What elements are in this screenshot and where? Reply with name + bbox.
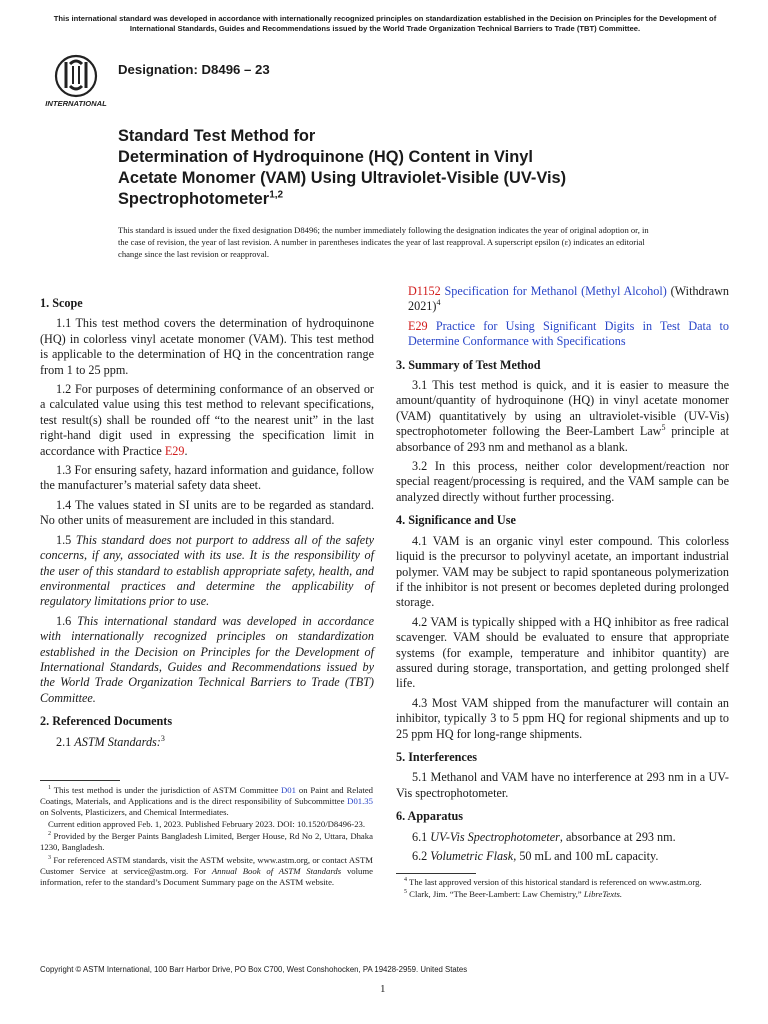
top-notice: This international standard was developed in accordance with internationally recognized principles on standardization established in the Decision on Principles for the Development of International Standards, Guides and Recommendations issued by the World Trade Organization Technical Barriers to Trade (TBT) Committee. (53, 14, 717, 33)
page-number: 1 (380, 983, 386, 995)
ref-code-e29[interactable]: E29 (408, 318, 428, 333)
svg-text:INTERNATIONAL: INTERNATIONAL (45, 99, 107, 108)
section-heading-referenced: 2. Referenced Documents (40, 714, 173, 729)
document-title (118, 126, 678, 210)
footnote-rule-left (40, 780, 120, 781)
footnote-rule-right (396, 873, 476, 874)
section-heading-apparatus: 6. Apparatus (396, 809, 464, 824)
title-footnote-mark: 1,2 (269, 189, 284, 201)
significance-4-3: 4.3 Most VAM shipped from the manufacturer will contain an inhibitor, typically 3 to 5 ppm HQ for regional shipments and up to 25 ppm HQ for long-range shipments. (396, 695, 729, 741)
summary-3-1: 3.1 This test method is quick, and it is easier to measure the amount/quantity of hydroquinone (HQ) in vinyl acetate monomer (VAM) quantitatively by using an ultraviolet-visible (UV-Vis) spectrophotometer following the Beer-Lambert Law$^5$ principle at absorbance of 293 nm and methanol as a blank. (396, 378, 729, 454)
referenced-2-1: 2.1 ASTM Standards:$^3$ (56, 733, 165, 749)
footnote-1-edition: Current edition approved Feb. 1, 2023. Published February 2023. DOI: 10.1520/D8496-23. (48, 819, 366, 830)
title-line-2: Determination of Hydroquinone (HQ) Content in Vinyl (118, 148, 533, 166)
issued-note: This standard is issued under the fixed designation D8496; the number immediately following the designation indicates the year of original adoption or, in the case of revision, the year of last revision. A number in parentheses indicates the year of last reapproval. A superscript epsilon (ε) indicates an editorial change since the last revision or reapproval. (118, 225, 649, 259)
ref-title-e29[interactable]: Practice for Using Significant Digits in Test Data to Determine Conformance with Specifications (408, 318, 730, 349)
scope-1-4: 1.4 The values stated in SI units are to be regarded as standard. No other units of measurement are included in this standard. (40, 497, 374, 528)
left-column (40, 288, 374, 754)
apparatus-6-1: 6.1 UV-Vis Spectrophotometer, absorbance at 293 nm. (412, 829, 676, 844)
ref-item-e29 (408, 319, 729, 350)
designation: Designation: D8496 – 23 (118, 62, 270, 77)
scope-1-2: 1.2 For purposes of determining conformance of an observed or a calculated value using this test method to relevant specifications, test result(s) shall be rounded off “to the nearest unit” in the last right-hand digit used in expressing the specification limit in accordance with Practice E29. (40, 382, 374, 458)
right-column (396, 284, 729, 868)
significance-4-1: 4.1 VAM is an organic vinyl ester compound. This colorless liquid is the precursor to polyvinyl acetate, an important industrial polymer. VAM may be subject to rapid spontaneous polymerization if the inhibitor is not present or becomes depleted during prolonged storage. (396, 533, 729, 610)
title-line-4: Spectrophotometer$^{1,2}$ (118, 189, 284, 208)
section-heading-scope: 1. Scope (40, 296, 83, 310)
footnotes-right (396, 877, 729, 901)
footnote-5: $^5$ Clark, Jim. “The Beer-Lambert: Law Chemistry,” LibreTexts. (404, 889, 623, 900)
scope-1-6: 1.6 This international standard was developed in accordance with internationally recognized principles on standardization established in the Decision on Principles for the Development of International Standards, Guides and Recommendations issued by the World Trade Organization Technical Barriers to Trade (TBT) Committee. (40, 613, 374, 705)
footnote-1: $^1$ This test method is under the jurisdiction of ASTM Committee D01 on Paint and Related Coatings, Materials, and Applications and is the direct responsibility of Subcommittee D01.35 on Solvents, Plasticizers, and Chemical Intermediates. (40, 785, 374, 818)
title-line-3: Acetate Monomer (VAM) Using Ultraviolet-Visible (UV-Vis) (118, 169, 567, 187)
footnotes-left (40, 785, 373, 889)
title-line-1: Standard Test Method for (118, 127, 316, 145)
footnote-2: $^2$ Provided by the Berger Paints Bangladesh Limited, Berger House, Rd No 2, Uttara, Dhaka 1230, Bangladesh. (40, 831, 373, 853)
copyright-footer: Copyright © ASTM International, 100 Barr Harbor Drive, PO Box C700, West Conshohocken, PA 19428-2959. United States (40, 965, 468, 974)
apparatus-6-2: 6.2 Volumetric Flask, 50 mL and 100 mL capacity. (412, 849, 659, 863)
ref-link-e29[interactable]: E29 (164, 443, 185, 458)
ref-title-d1152[interactable]: Specification for Methanol (Methyl Alcohol) (444, 284, 667, 298)
interferences-5-1: 5.1 Methanol and VAM have no interference at 293 nm in a UV-Vis spectrophotometer. (396, 770, 729, 800)
scope-1-3: 1.3 For ensuring safety, hazard information and guidance, follow the manufacturer’s material safety data sheet. (40, 463, 374, 493)
footnote-link-d01[interactable]: D01 (281, 785, 296, 795)
summary-3-2: 3.2 In this process, neither color development/reaction nor special reagent/processing is required, and the VAM sample can be analyzed directly without further processing. (396, 459, 729, 504)
scope-1-5: 1.5 This standard does not purport to address all of the safety concerns, if any, associated with its use. It is the responsibility of the user of this standard to establish appropriate safety, health, and environmental practices and determine the applicability of regulatory limitations prior to use. (40, 532, 374, 609)
section-heading-summary: 3. Summary of Test Method (396, 357, 541, 372)
section-heading-interferences: 5. Interferences (396, 749, 477, 764)
footnote-4: $^4$ The last approved version of this historical standard is referenced on www.astm.org. (404, 877, 702, 887)
footnote-link-d01-35[interactable]: D01.35 (347, 796, 373, 807)
scope-1-1: 1.1 This test method covers the determination of hydroquinone (HQ) in colorless vinyl acetate monomer (VAM). This test method is applicable to the determination of HQ in the concentration range from 1 to 25 ppm. (40, 316, 374, 377)
ref-item-d1152: D1152 Specification for Methanol (Methyl Alcohol) (Withdrawn 2021)$^4$ (408, 284, 730, 314)
footnote-3: $^3$ For referenced ASTM standards, visit the ASTM website, www.astm.org, or contact ASTM Customer Service at service@astm.org. For Annual Book of ASTM Standards volume information, refer to the standard’s Document Summary page on the ASTM website. (40, 854, 374, 887)
astm-logo (40, 50, 112, 108)
section-heading-significance: 4. Significance and Use (396, 513, 516, 528)
ref-code-d1152[interactable]: D1152 (408, 284, 441, 298)
significance-4-2: 4.2 VAM is typically shipped with a HQ inhibitor as free radical scavenger. VAM should be evaluated to ensure that appropriate systems (for example, temperature and inhibitor quantity) are assured during storage, transportation, and getting prolonged shelf life. (396, 614, 729, 691)
